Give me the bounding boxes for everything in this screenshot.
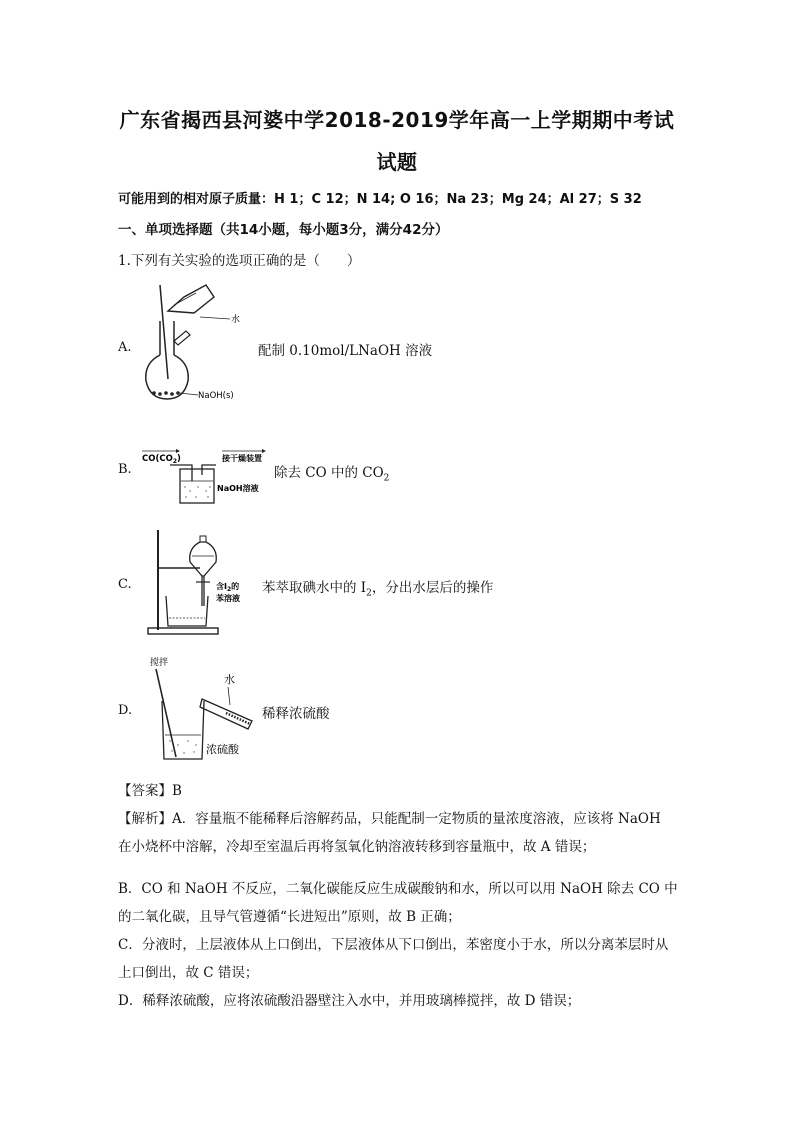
figure-b-label-liquid: NaOH溶液 <box>217 484 259 493</box>
figure-b-label-outlet: 接干燥装置 <box>222 454 262 463</box>
separatory-funnel-figure <box>146 526 258 638</box>
svg-text:CO(CO2) <box>142 454 181 465</box>
option-d-letter: D. <box>118 703 133 718</box>
figure-c-label-line1: 含I <box>216 582 227 591</box>
option-b-letter: B. <box>118 462 132 477</box>
option-b-text-main: 除去 CO 中的 CO <box>274 465 384 481</box>
dilution-beaker-figure <box>146 653 258 765</box>
option-c-text-pre: 苯萃取碘水中的 I <box>262 580 367 596</box>
option-c-text-post: ，分出水层后的操作 <box>371 580 494 596</box>
figure-d-label-acid: 浓硫酸 <box>206 743 239 756</box>
figure-b-label-inlet-sub: 2 <box>172 458 177 465</box>
figure-b-label-inlet: CO(CO <box>142 454 173 464</box>
option-a-text: 配制 0.10mol/LNaOH 溶液 <box>258 343 433 359</box>
figure-d-label-stir: 搅拌 <box>150 658 169 668</box>
volumetric-flask-figure <box>140 283 250 405</box>
svg-text:含I2的 <box>216 581 239 593</box>
document-title-line2: 试题 <box>376 150 418 174</box>
gas-washing-bottle-figure <box>140 447 270 505</box>
figure-b-label-inlet-end: ) <box>177 454 181 464</box>
option-b-text <box>274 461 389 484</box>
option-c-letter: C. <box>118 577 132 592</box>
figure-d-label-water: 水 <box>224 673 235 686</box>
question-stem: 1.下列有关实验的选项正确的是（ ） <box>118 253 361 269</box>
figure-a-label-water: 水 <box>231 315 241 325</box>
figure-a-label-solid: NaOH(s) <box>198 391 234 401</box>
analysis-c: C．分液时，上层液体从上口倒出，下层液体从下口倒出，苯密度小于水，所以分离苯层时从上口倒出，故 C 错误； <box>118 937 669 981</box>
answer: 【答案】B <box>118 783 182 799</box>
section-heading: 一、单项选择题（共14小题，每小题3分，满分42分） <box>118 222 449 238</box>
atomic-masses: 可能用到的相对原子质量：H 1；C 12；N 14; O 16；Na 23；Mg 24；Al 27；S 32 <box>118 192 642 207</box>
option-c-text-sub: 2 <box>366 588 372 599</box>
figure-c-label-line1-sub: 2 <box>226 586 232 593</box>
option-c-text <box>262 576 493 599</box>
analysis-b: B．CO 和 NaOH 不反应，二氧化碳能反应生成碳酸钠和水，所以可以用 NaOH 除去 CO 中的二氧化碳，且导气管遵循“长进短出”原则，故 B 正确； <box>118 881 678 925</box>
figure-c-label-line1-end: 的 <box>231 582 240 591</box>
option-a-letter: A. <box>118 340 132 355</box>
document-title-line1: 广东省揭西县河婆中学2018-2019学年高一上学期期中考试 <box>119 108 675 132</box>
figure-c-label-line2: 苯溶液 <box>216 594 240 603</box>
option-b-text-sub: 2 <box>383 473 390 484</box>
option-d-text: 稀释浓硫酸 <box>262 706 330 722</box>
analysis-d: D．稀释浓硫酸，应将浓硫酸沿器壁注入水中，并用玻璃棒搅拌，故 D 错误； <box>118 993 581 1009</box>
analysis-a: 【解析】A．容量瓶不能稀释后溶解药品，只能配制一定物质的量浓度溶液，应该将 NaOH 在小烧杯中溶解，冷却至室温后再将氢氧化钠溶液转移到容量瓶中，故 A 错误； <box>118 811 661 855</box>
